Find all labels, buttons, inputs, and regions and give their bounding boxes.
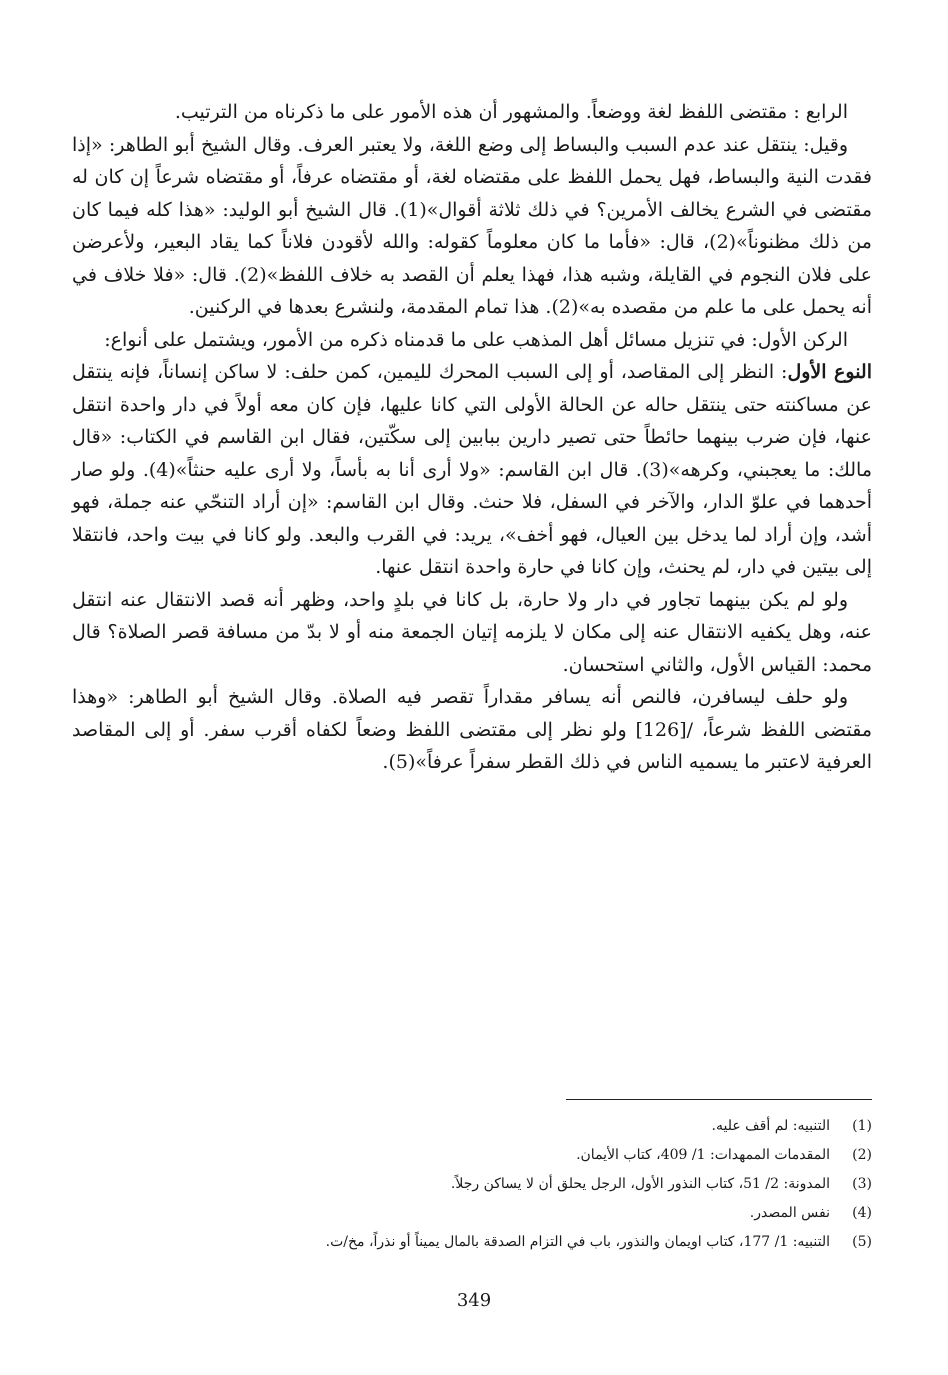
paragraph-4 [72,356,872,584]
footnote-number: (3) [852,1176,872,1192]
footnote-text: التنبيه: لم أقف عليه. [711,1118,830,1134]
footnote [72,1170,872,1199]
main-text [72,96,872,779]
paragraph-4-body: : النظر إلى المقاصد، أو إلى السبب المحرك لليمين، كمن حلف: لا ساكن إنساناً، فإنه ينتقل عن مساكنته حتى ينتقل حاله عن الحالة الأولى التي كانا عليها، فإن كان معه أولاً في دار واحدة انتقل عنها، فإن ضرب بينهما حائطاً حتى تصير دارين ببابين إلى سكّتين، فقال ابن القاسم في الكتاب: «قال مالك: ما يعجبني، وكرهه»(3). قال ابن القاسم: «ولا أرى أنا به بأساً، ولا أرى عليه حنثاً»(4). ولو صار أحدهما في علوّ الدار، والآخر في السفل، فلا حنث. وقال ابن القاسم: «إن أراد التنحّي عنه جملة، فهو أشد، وإن أراد لما يدخل بين العيال، فهو أخف»، يريد: في القرب والبعد. ولو كانا في بيت واحد، فانتقلا إلى بيتين في دار، لم يحنث، وإن كانا في حارة واحدة انتقل عنها. [72,361,872,578]
footnote-text: المقدمات الممهدات: 1/ 409، كتاب الأيمان. [576,1147,830,1163]
section-heading: النوع الأول [787,361,872,383]
footnote-number: (5) [852,1234,872,1250]
page-number: 349 [456,1290,492,1311]
footnote-separator [566,1099,872,1100]
footnote-number: (1) [852,1118,872,1134]
footnotes [72,1112,872,1257]
footnote [72,1112,872,1141]
paragraph-6: ولو حلف ليسافرن، فالنص أنه يسافر مقداراً تقصر فيه الصلاة. وقال الشيخ أبو الطاهر: «وهذا مقتضى اللفظ شرعاً، /[126] ولو نظر إلى مقتضى اللفظ وضعاً لكفاه أقرب سفر. أو إلى المقاصد العرفية لاعتبر ما يسميه الناس في ذلك القطر سفراً عرفاً»(5). [72,686,873,773]
footnote-text: المدونة: 2/ 51، كتاب النذور الأول، الرجل يحلق أن لا يساكن رجلاً. [450,1176,830,1192]
footnote-number: (4) [852,1205,872,1221]
paragraph-5: ولو لم يكن بينهما تجاور في دار ولا حارة، بل كانا في بلدٍ واحد، وظهر أنه قصد الانتقال عنه انتقل عنه، وهل يكفيه الانتقال عنه إلى مكان لا يلزمه إتيان الجمعة منه أو لا بدّ من مسافة قصر الصلاة؟ قال محمد: القياس الأول، والثاني استحسان. [72,588,872,676]
paragraph-3: الركن الأول: في تنزيل مسائل أهل المذهب على ما قدمناه ذكره من الأمور، ويشتمل على أنواع: [104,328,848,351]
footnote [72,1141,872,1170]
footnote [72,1228,872,1257]
footnote-text: التنبيه: 1/ 177، كتاب اويمان والنذور، باب في التزام الصدقة بالمال يميناً أو نذراً، مخ/ت. [325,1234,830,1250]
paragraph-1: الرابع : مقتضى اللفظ لغة ووضعاً. والمشهور أن هذه الأمور على ما ذكرناه من الترتيب. [174,101,848,123]
paragraph-2: وقيل: ينتقل عند عدم السبب والبساط إلى وضع اللغة، ولا يعتبر العرف. وقال الشيخ أبو الطاهر: «إذا فقدت النية والبساط، فهل يحمل اللفظ على مقتضاه لغة، أو مقتضاه عرفاً، أو مقتضاه شرعاً إن كان له مقتضى في الشرع يخالف الأمرين؟ في ذلك ثلاثة أقوال»(1). قال الشيخ أبو الوليد: «هذا كله فيما كان من ذلك مظنوناً»(2)، قال: «فأما ما كان معلوماً كقوله: والله لأقودن فلاناً كما يقاد البعير، ولأعرضن على فلان النجوم في القايلة، وشبه هذا، فهذا يعلم أن القصد به خلاف اللفظ»(2). قال: «فلا خلاف في أنه يحمل على ما علم من مقصده به»(2). هذا تمام المقدمة، ولنشرع بعدها في الركنين. [72,133,872,318]
footnote [72,1199,872,1228]
footnote-text: نفس المصدر. [749,1205,830,1221]
footnote-number: (2) [852,1147,872,1163]
